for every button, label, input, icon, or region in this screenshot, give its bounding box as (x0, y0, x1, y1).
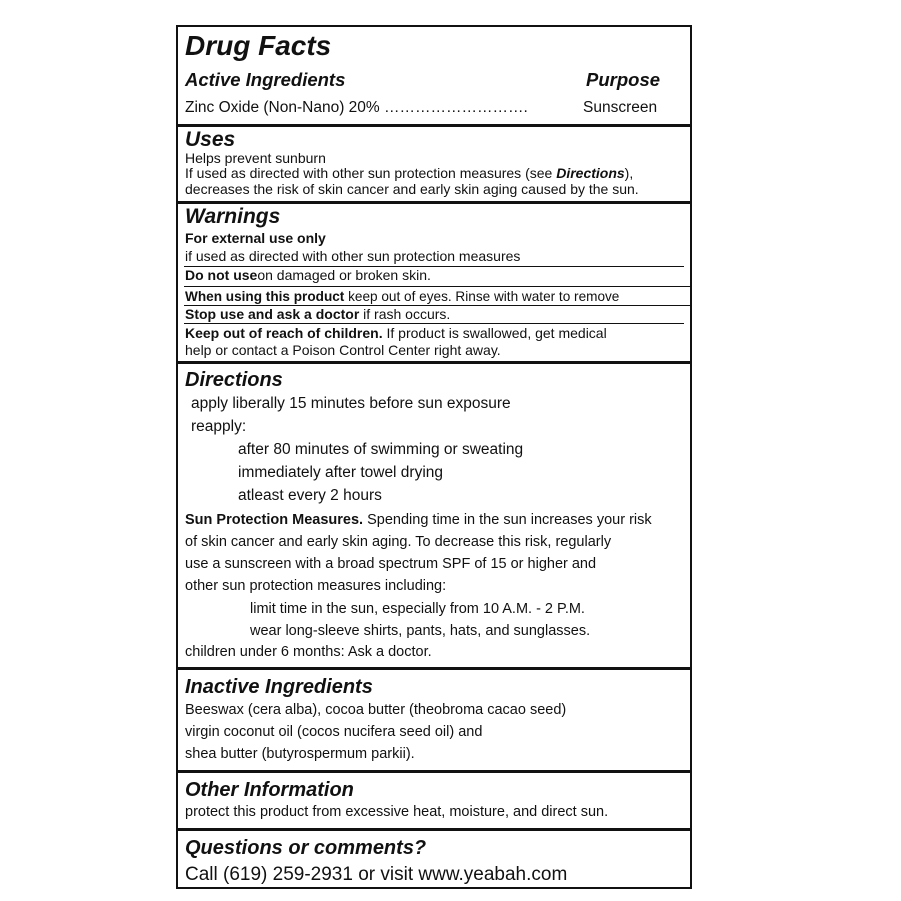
stop-use (185, 307, 450, 322)
reapply-item: atleast every 2 hours (238, 487, 382, 504)
when-using-text: keep out of eyes. Rinse with water to remove (344, 289, 620, 304)
inactive-line-1: Beeswax (cera alba), cocoa butter (theobroma cacao seed) (185, 702, 567, 718)
ingredient-purpose: Sunscreen (583, 99, 658, 116)
spm-item: limit time in the sun, especially from 10 A.M. - 2 P.M. (250, 601, 585, 617)
uses-heading: Uses (185, 128, 236, 151)
other-information-text: protect this product from excessive heat, moisture, and direct sun. (185, 804, 609, 820)
divider (178, 201, 690, 204)
directions-apply: apply liberally 15 minutes before sun exposure (191, 395, 511, 412)
questions-heading: Questions or comments? (185, 837, 427, 859)
when-using (185, 289, 619, 304)
purpose-heading: Purpose (586, 69, 661, 90)
keep-out-label: Keep out of reach of children. (185, 325, 383, 341)
divider (178, 828, 690, 831)
directions-heading: Directions (185, 369, 283, 391)
keep-out-text: If product is swallowed, get medical (382, 325, 607, 341)
questions-contact: Call (619) 259-2931 or visit www.yeabah.com (185, 864, 568, 885)
spm-line-3: use a sunscreen with a broad spectrum SPF of 15 or higher and (185, 556, 597, 572)
children-note: children under 6 months: Ask a doctor. (185, 644, 432, 660)
spm-text: Spending time in the sun increases your risk (363, 512, 652, 528)
uses-line-3: decreases the risk of skin cancer and early skin aging caused by the sun. (185, 181, 639, 197)
rule (184, 323, 684, 324)
divider (178, 361, 690, 364)
drug-facts-title: Drug Facts (185, 30, 332, 61)
uses-line-1: Helps prevent sunburn (185, 150, 326, 166)
other-information-heading: Other Information (185, 779, 354, 801)
inactive-line-2: virgin coconut oil (cocos nucifera seed oil) and (185, 724, 483, 740)
active-ingredients-heading: Active Ingredients (185, 69, 346, 90)
do-not-use-text: on damaged or broken skin. (257, 267, 431, 283)
rule (184, 286, 690, 287)
warnings-if-used: if used as directed with other sun protection measures (185, 248, 521, 264)
spm-line-4: other sun protection measures including: (185, 578, 447, 594)
divider (178, 770, 690, 773)
sun-protection-measures (185, 511, 652, 529)
spm-line-2: of skin cancer and early skin aging. To decrease this risk, regularly (185, 534, 612, 550)
do-not-use (185, 268, 431, 283)
divider (178, 124, 690, 127)
uses-text-end: ), (624, 165, 634, 181)
leader-dots: ………………………. (384, 99, 528, 116)
when-using-label: When using this product (185, 289, 345, 304)
active-ingredient (185, 99, 528, 117)
ingredient-name: Zinc Oxide (Non-Nano) 20% (185, 99, 380, 116)
spm-item: wear long-sleeve shirts, pants, hats, and sunglasses. (250, 623, 591, 639)
stop-use-text: if rash occurs. (359, 306, 451, 322)
stop-use-label: Stop use and ask a doctor (185, 306, 360, 322)
keep-out-line-2: help or contact a Poison Control Center right away. (185, 342, 501, 358)
reapply-item: after 80 minutes of swimming or sweating (238, 441, 524, 458)
external-use-only: For external use only (185, 230, 326, 246)
uses-line-2 (185, 166, 633, 181)
spm-label: Sun Protection Measures. (185, 512, 364, 528)
inactive-line-3: shea butter (butyrospermum parkii). (185, 746, 415, 762)
do-not-use-label: Do not use (185, 267, 258, 283)
directions-reapply: reapply: (191, 418, 247, 435)
directions-reference: Directions (556, 165, 625, 181)
divider (178, 667, 690, 670)
warnings-heading: Warnings (185, 205, 281, 228)
reapply-item: immediately after towel drying (238, 464, 444, 481)
uses-text: If used as directed with other sun protection measures (see (185, 165, 557, 181)
inactive-ingredients-heading: Inactive Ingredients (185, 676, 373, 698)
keep-out-of-reach (185, 326, 607, 341)
drug-facts-label (176, 25, 692, 889)
